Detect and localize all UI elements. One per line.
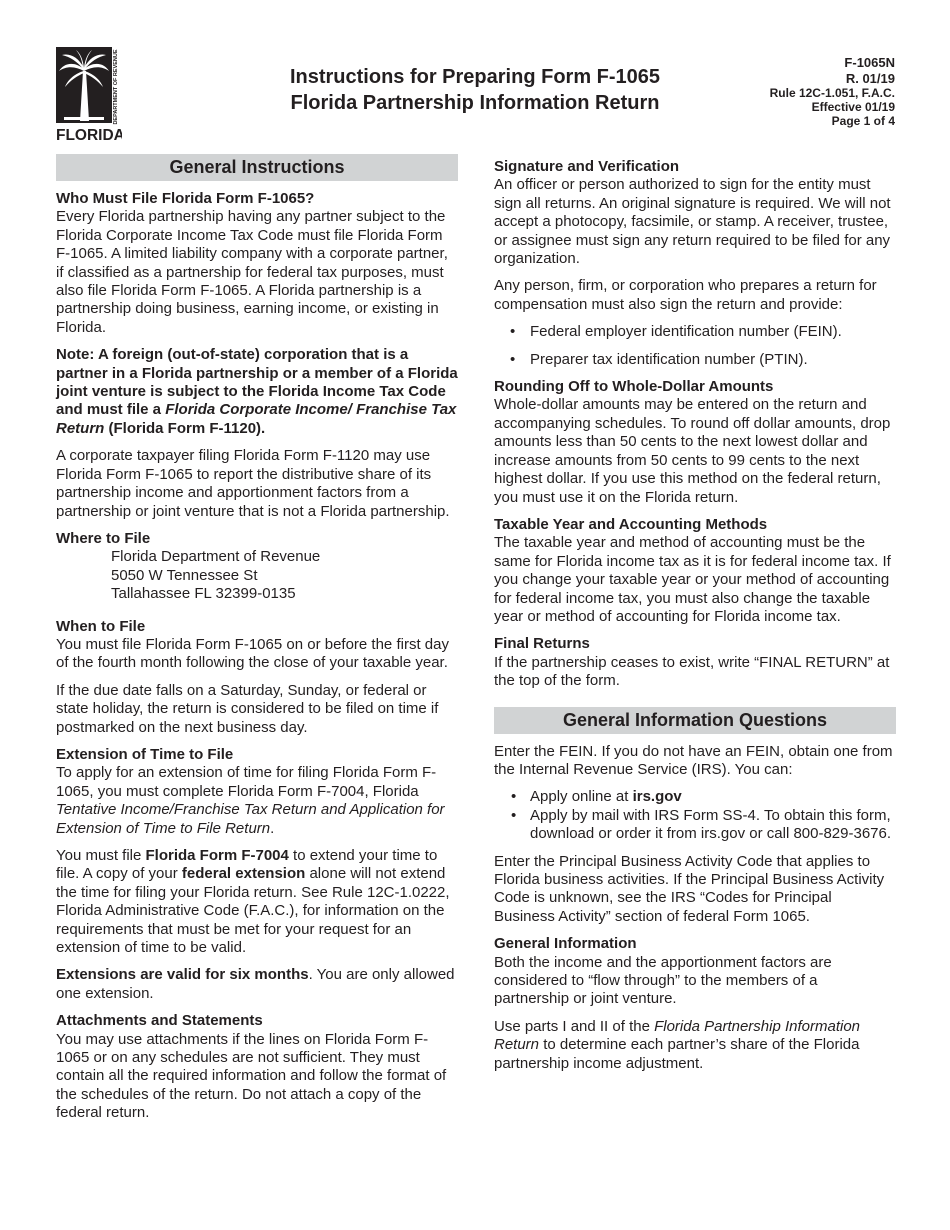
general-instructions-banner: General Instructions [56, 154, 458, 181]
valid-rest: . You are only allowed one extension. [56, 966, 455, 1002]
right-column [494, 158, 896, 1082]
extensions-valid-text [56, 966, 458, 1003]
list-item-text: Preparer tax identification number (PTIN). [530, 350, 808, 368]
ext2-e: alone will not extend the time for filing your Florida return. See Rule 12C-1.0222, Florida Administrative Code (F.A.C.), for information on the requirements that must be met for your request for an extension of time to be valid. [56, 865, 450, 957]
note-end: (Florida Form F-1120). [104, 419, 266, 437]
ext2-b: Florida Form F-7004 [145, 847, 289, 864]
list-item-text: Federal employer identification number (FEIN). [530, 323, 842, 341]
general-information-text: Both the income and the apportionment factors are considered to “flow through” to the members of a partnership or joint venture. [494, 953, 832, 1008]
extension-text-start: To apply for an extension of time for filing Florida Form F-1065, you must complete Florida Form F-7004, Florida [56, 764, 437, 800]
bullet-icon: • [511, 806, 517, 824]
note-text: Note: A foreign (out-of-state) corporation that is a partner in a Florida partnership or a member of a Florida joint venture is subject to the Florida Income Tax Code and must file a [56, 346, 458, 419]
general-information-questions-banner: General Information Questions [494, 707, 896, 734]
attachments-section [56, 1012, 458, 1122]
extension-heading: Extension of Time to File [56, 745, 234, 763]
palm-tree-logo-icon [56, 47, 122, 142]
where-to-file-heading: Where to File [56, 529, 151, 547]
attachments-text: You may use attachments if the lines on Florida Form F-1065 or on any schedules are not sufficient. They must contain all the required information and follow the format of the schedules of the return. Do not attach a copy of the federal return. [56, 1030, 447, 1122]
list-item [494, 788, 896, 806]
signature-text: An officer or person authorized to sign for the entity must sign all returns. An original signature is required. We will not accept a photocopy, facsimile, or stamp. A receiver, trustee, or assignee must sign any return required to be filed for any organization. [494, 176, 891, 268]
form-revision: R. 01/19 [845, 71, 895, 86]
rounding-heading: Rounding Off to Whole-Dollar Amounts [494, 378, 774, 396]
left-column [56, 154, 458, 1132]
taxable-year-text: The taxable year and method of accounting must be the same for Florida income tax as it is for federal income tax. If you change your taxable year or your method of accounting for federal income tax, you must also change the taxable year or method of accounting for Florida income tax. [494, 534, 891, 625]
form-effective: Effective 01/19 [811, 100, 895, 114]
title-line-1: Instructions for Preparing Form F-1065 [289, 66, 661, 88]
bullet-icon: • [511, 788, 517, 806]
final-returns-text: If the partnership ceases to exist, write “FINAL RETURN” at the top of the form. [494, 653, 890, 690]
parts-b: to determine each partner’s share of the Florida partnership income adjustment. [494, 1036, 860, 1072]
florida-dor-logo [56, 47, 122, 142]
extension-text-end: . [270, 819, 275, 837]
bullet-icon: • [510, 350, 516, 368]
parts-italic: Florida Partnership Information Return [494, 1017, 861, 1054]
valid-bold: Extensions are valid for six months [56, 966, 309, 984]
who-must-file-section [56, 190, 458, 337]
parts-a: Use parts I and II of the [494, 1017, 655, 1035]
extension-section [56, 746, 458, 838]
foreign-corporation-note [56, 346, 458, 438]
where-to-file-section [56, 530, 458, 604]
form-number: F-1065N [844, 55, 895, 70]
list-item [494, 323, 896, 341]
preparer-text: Any person, firm, or corporation who prepares a return for compensation must also sign the return and provide: [494, 277, 877, 313]
when-to-file-heading: When to File [56, 617, 146, 635]
final-returns-heading: Final Returns [494, 635, 590, 653]
general-information-heading: General Information [494, 935, 637, 953]
pbac-text: Enter the Principal Business Activity Code that applies to Florida business activities. If the Principal Business Activity Code is unknown, see the IRS “Codes for Principal Business Activity” section of federal Form 1065. [494, 852, 885, 925]
form-rule: Rule 12C-1.051, F.A.C. [769, 86, 895, 100]
when-to-file-section [56, 618, 458, 673]
extension-f7004-text [56, 847, 458, 957]
list-item [494, 807, 896, 844]
extension-form-title: Tentative Income/Franchise Tax Return and Application for Extension of Time to File Return [56, 801, 445, 837]
apply-mail-text: Apply by mail with IRS Form SS-4. To obtain this form, download or order it from irs.gov or call 800-829-3676. [530, 806, 892, 843]
attachments-heading: Attachments and Statements [56, 1012, 263, 1030]
ext2-a: You must file [56, 847, 146, 864]
rounding-text: Whole-dollar amounts may be entered on the return and accompanying schedules. To round off dollar amounts, drop amounts less than 50 cents to the next lowest dollar and increase amounts from 50 cents to 99 cents to the next highest dollar. If you use this method on the federal return, you must use it on the Florida return. [494, 396, 891, 506]
irs-gov-link: irs.gov [632, 788, 682, 806]
rounding-section [494, 378, 896, 507]
logo-florida-text: FLORIDA [56, 127, 122, 142]
extension-text [56, 764, 458, 838]
document-title [190, 64, 760, 116]
general-information-section [494, 935, 896, 1009]
address-line-3: Tallahassee FL 32399-0135 [111, 585, 296, 603]
address-line-2: 5050 W Tennessee St [111, 566, 258, 584]
who-must-file-text: Every Florida partnership having any partner subject to the Florida Corporate Income Tax Code must file Florida Form F-1065. A limited liability company with a corporate partner, if classified as a partnership for federal tax purposes, must also file Florida Form F-1065. A Florida partnership is a partnership doing business, earning income, or existing in Florida. [56, 208, 448, 336]
parts-text [494, 1018, 896, 1073]
fein-options-list [494, 788, 896, 843]
taxable-year-heading: Taxable Year and Accounting Methods [494, 515, 768, 533]
form-identifier-block [770, 55, 895, 128]
signature-heading: Signature and Verification [494, 158, 680, 175]
when-to-file-text: You must file Florida Form F-1065 on or before the first day of the fourth month following the close of your taxable year. [56, 635, 449, 672]
due-date-text: If the due date falls on a Saturday, Sunday, or federal or state holiday, the return is considered to be filed on time if postmarked on the next business day. [56, 681, 439, 736]
mailing-address [56, 548, 458, 603]
signature-section [494, 158, 896, 268]
list-item [494, 351, 896, 369]
title-line-2: Florida Partnership Information Return [290, 92, 660, 114]
corporate-taxpayer-text: A corporate taxpayer filing Florida Form F-1120 may use Florida Form F-1065 to report the distributive share of its partnership income and apportionment factors from a partnership or joint venture that is not a Florida partnership. [56, 447, 450, 520]
address-line-1: Florida Department of Revenue [111, 548, 321, 566]
final-returns-section [494, 635, 896, 690]
ext2-c: to extend your time to file. A copy of your [56, 847, 438, 883]
apply-online-text: Apply online at [530, 788, 633, 806]
note-italic: Florida Corporate Income/ Franchise Tax Return [56, 401, 457, 437]
ext2-d: federal extension [181, 865, 306, 883]
fein-text: Enter the FEIN. If you do not have an FEIN, obtain one from the Internal Revenue Service (IRS). You can: [494, 742, 893, 778]
taxable-year-section [494, 516, 896, 626]
who-must-file-heading: Who Must File Florida Form F-1065? [56, 190, 315, 207]
logo-vertical-text: DEPARTMENT OF REVENUE [113, 49, 119, 125]
bullet-icon: • [510, 323, 516, 341]
form-page-number: Page 1 of 4 [831, 114, 895, 128]
preparer-requirements-list [494, 323, 896, 369]
